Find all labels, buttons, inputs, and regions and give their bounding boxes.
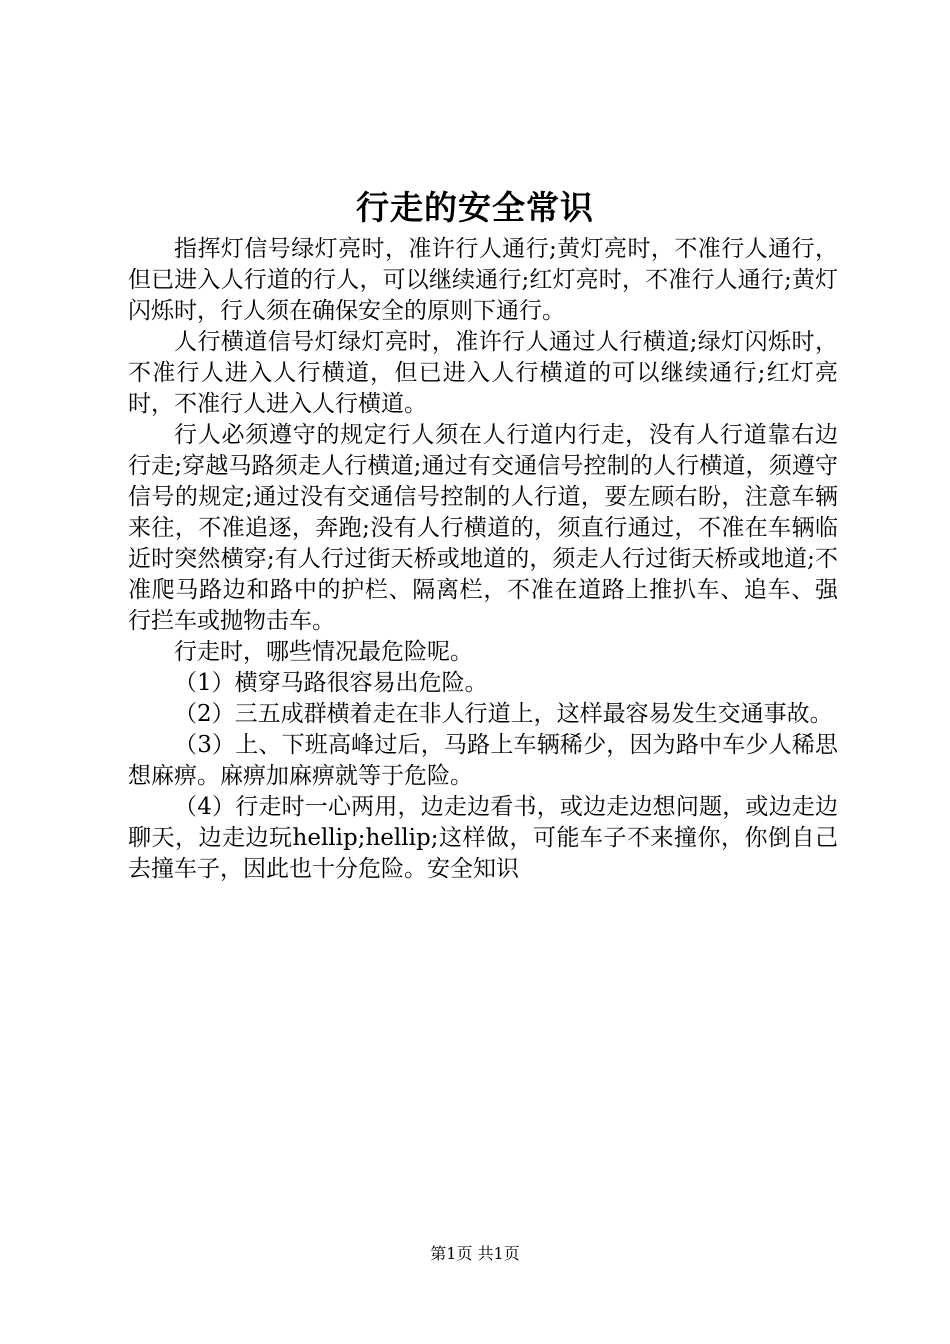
- document-body: [128, 234, 838, 885]
- paragraph-danger-question: 行走时，哪些情况最危险呢。: [174, 639, 473, 665]
- page-footer: 第1页 共1页: [430, 1244, 520, 1263]
- paragraph-traffic-light: 指挥灯信号绿灯亮时，准许行人通行;黄灯亮时，不准行人通行，但已进入人行道的行人，可以继续通行;红灯亮时，不准行人通行;黄灯闪烁时，行人须在确保安全的原则下通行。: [128, 236, 838, 324]
- paragraph-crosswalk-signal: 人行横道信号灯绿灯亮时，准许行人通过人行横道;绿灯闪烁时，不准行人进入人行横道，但已进入人行横道的可以继续通行;红灯亮时，不准行人进入人行横道。: [128, 329, 838, 417]
- list-item-1: （1）横穿马路很容易出危险。: [174, 670, 488, 696]
- list-item-3: （3）上、下班高峰过后，马路上车辆稀少，因为路中车少人稀思想麻痹。麻痹加麻痹就等于危险。: [128, 732, 838, 789]
- document-title: 行走的安全常识: [356, 188, 594, 227]
- list-item-4: （4）行走时一心两用，边走边看书，或边走边想问题，或边走边聊天，边走边玩hellip;hellip;这样做，可能车子不来撞你，你倒自己去撞车子，因此也十分危险。安全知识: [128, 794, 838, 882]
- paragraph-pedestrian-rules: 行人必须遵守的规定行人须在人行道内行走，没有人行道靠右边行走;穿越马路须走人行横道;通过有交通信号控制的人行横道，须遵守信号的规定;通过没有交通信号控制的人行道，要左顾右盼，注意车辆来往，不准追逐，奔跑;没有人行横道的，须直行通过，不准在车辆临近时突然横穿;有人行过街天桥或地道的，须走人行过街天桥或地道;不准爬马路边和路中的护栏、隔离栏，不准在道路上推扒车、追车、强行拦车或抛物击车。: [128, 422, 838, 634]
- list-item-2: （2）三五成群横着走在非人行道上，这样最容易发生交通事故。: [174, 701, 833, 727]
